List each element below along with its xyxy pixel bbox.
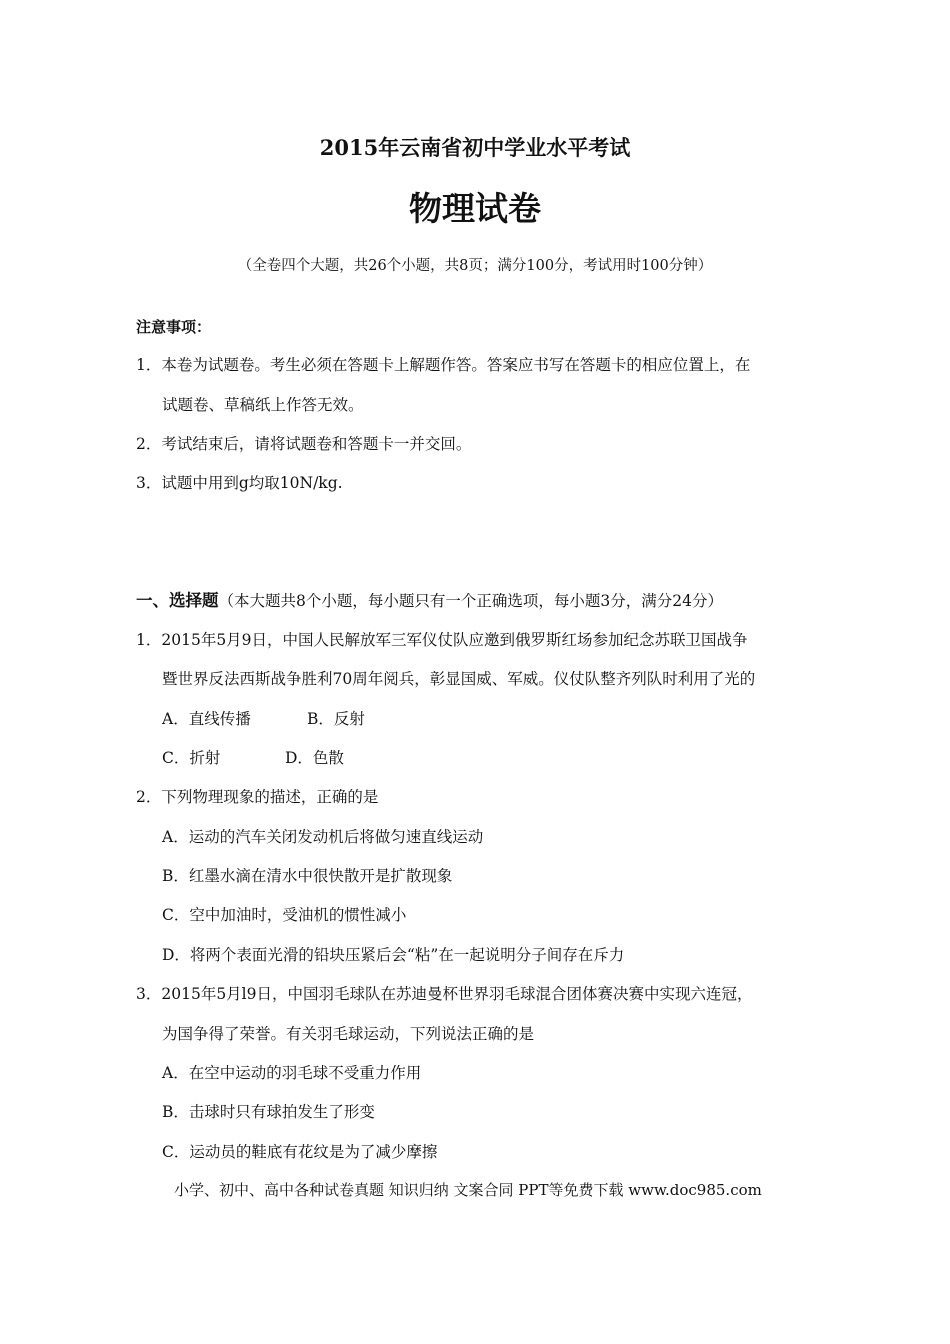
question-text: 下列物理现象的描述，正确的是 [161,788,379,806]
question-1-options-row-1 [162,709,365,729]
question-text: 2015年5月9日，中国人民解放军三军仪仗队应邀到俄罗斯红场参加纪念苏联卫国战争 [161,631,748,649]
question-text: 2015年5月l9日，中国羽毛球队在苏迪曼杯世界羽毛球混合团体赛决赛中实现六连冠， [161,985,753,1003]
notice-text: 试题中用到g均取10N/kg. [161,474,343,492]
question-3-option-b: B．击球时只有球拍发生了形变 [162,1103,375,1121]
notice-item-1 [136,355,750,375]
notice-num: 2． [136,435,162,453]
exam-title: 2015年云南省初中学业水平考试 [319,135,631,160]
question-1-cont: 暨世界反法西斯战争胜利70周年阅兵，彰显国威、军威。仪仗队整齐列队时利用了光的 [162,670,756,688]
notice-heading: 注意事项： [136,318,212,336]
notice-item-1-cont: 试题卷、草稿纸上作答无效。 [162,396,364,414]
option-b: B．反射 [307,710,365,728]
section-1-title: 一、选择题 [136,591,219,610]
notice-text: 考试结束后，请将试题卷和答题卡一并交回。 [161,435,472,453]
question-2-option-b: B．红墨水滴在清水中很快散开是扩散现象 [162,867,453,885]
exam-info: （全卷四个大题，共26个小题，共8页；满分100分，考试用时100分钟） [237,258,713,274]
footer-text: 小学、初中、高中各种试卷真题 知识归纳 文案合同 PPT等免费下载 www.doc985.com [174,1181,762,1199]
question-2 [136,787,378,807]
question-2-option-a: A．运动的汽车关闭发动机后将做匀速直线运动 [162,828,484,846]
question-3-option-c: C．运动员的鞋底有花纹是为了减少摩擦 [162,1143,438,1161]
notice-item-2 [136,434,471,454]
notice-text: 本卷为试题卷。考生必须在答题卡上解题作答。答案应书写在答题卡的相应位置上，在 [161,356,751,374]
question-num: 1． [136,631,162,649]
question-2-option-d: D．将两个表面光滑的铅块压紧后会“粘”在一起说明分子间存在斥力 [162,946,625,964]
exam-subject: 物理试卷 [409,189,541,228]
option-a: A．直线传播 [162,710,251,728]
option-d: D．色散 [285,749,344,767]
question-num: 2． [136,788,162,806]
question-num: 3． [136,985,162,1003]
question-3-cont: 为国争得了荣誉。有关羽毛球运动，下列说法正确的是 [162,1025,535,1043]
section-1-desc: （本大题共8个小题，每小题只有一个正确选项，每小题3分，满分24分） [218,592,723,610]
section-1-heading [136,591,723,611]
question-1-options-row-2 [162,748,344,768]
question-1 [136,630,748,650]
notice-num: 1． [136,356,162,374]
notice-num: 3． [136,474,162,492]
question-2-option-c: C．空中加油时，受油机的惯性减小 [162,906,407,924]
notice-item-3 [136,473,343,493]
question-3-option-a: A．在空中运动的羽毛球不受重力作用 [162,1064,422,1082]
option-c: C．折射 [162,749,221,767]
question-3 [136,984,753,1004]
